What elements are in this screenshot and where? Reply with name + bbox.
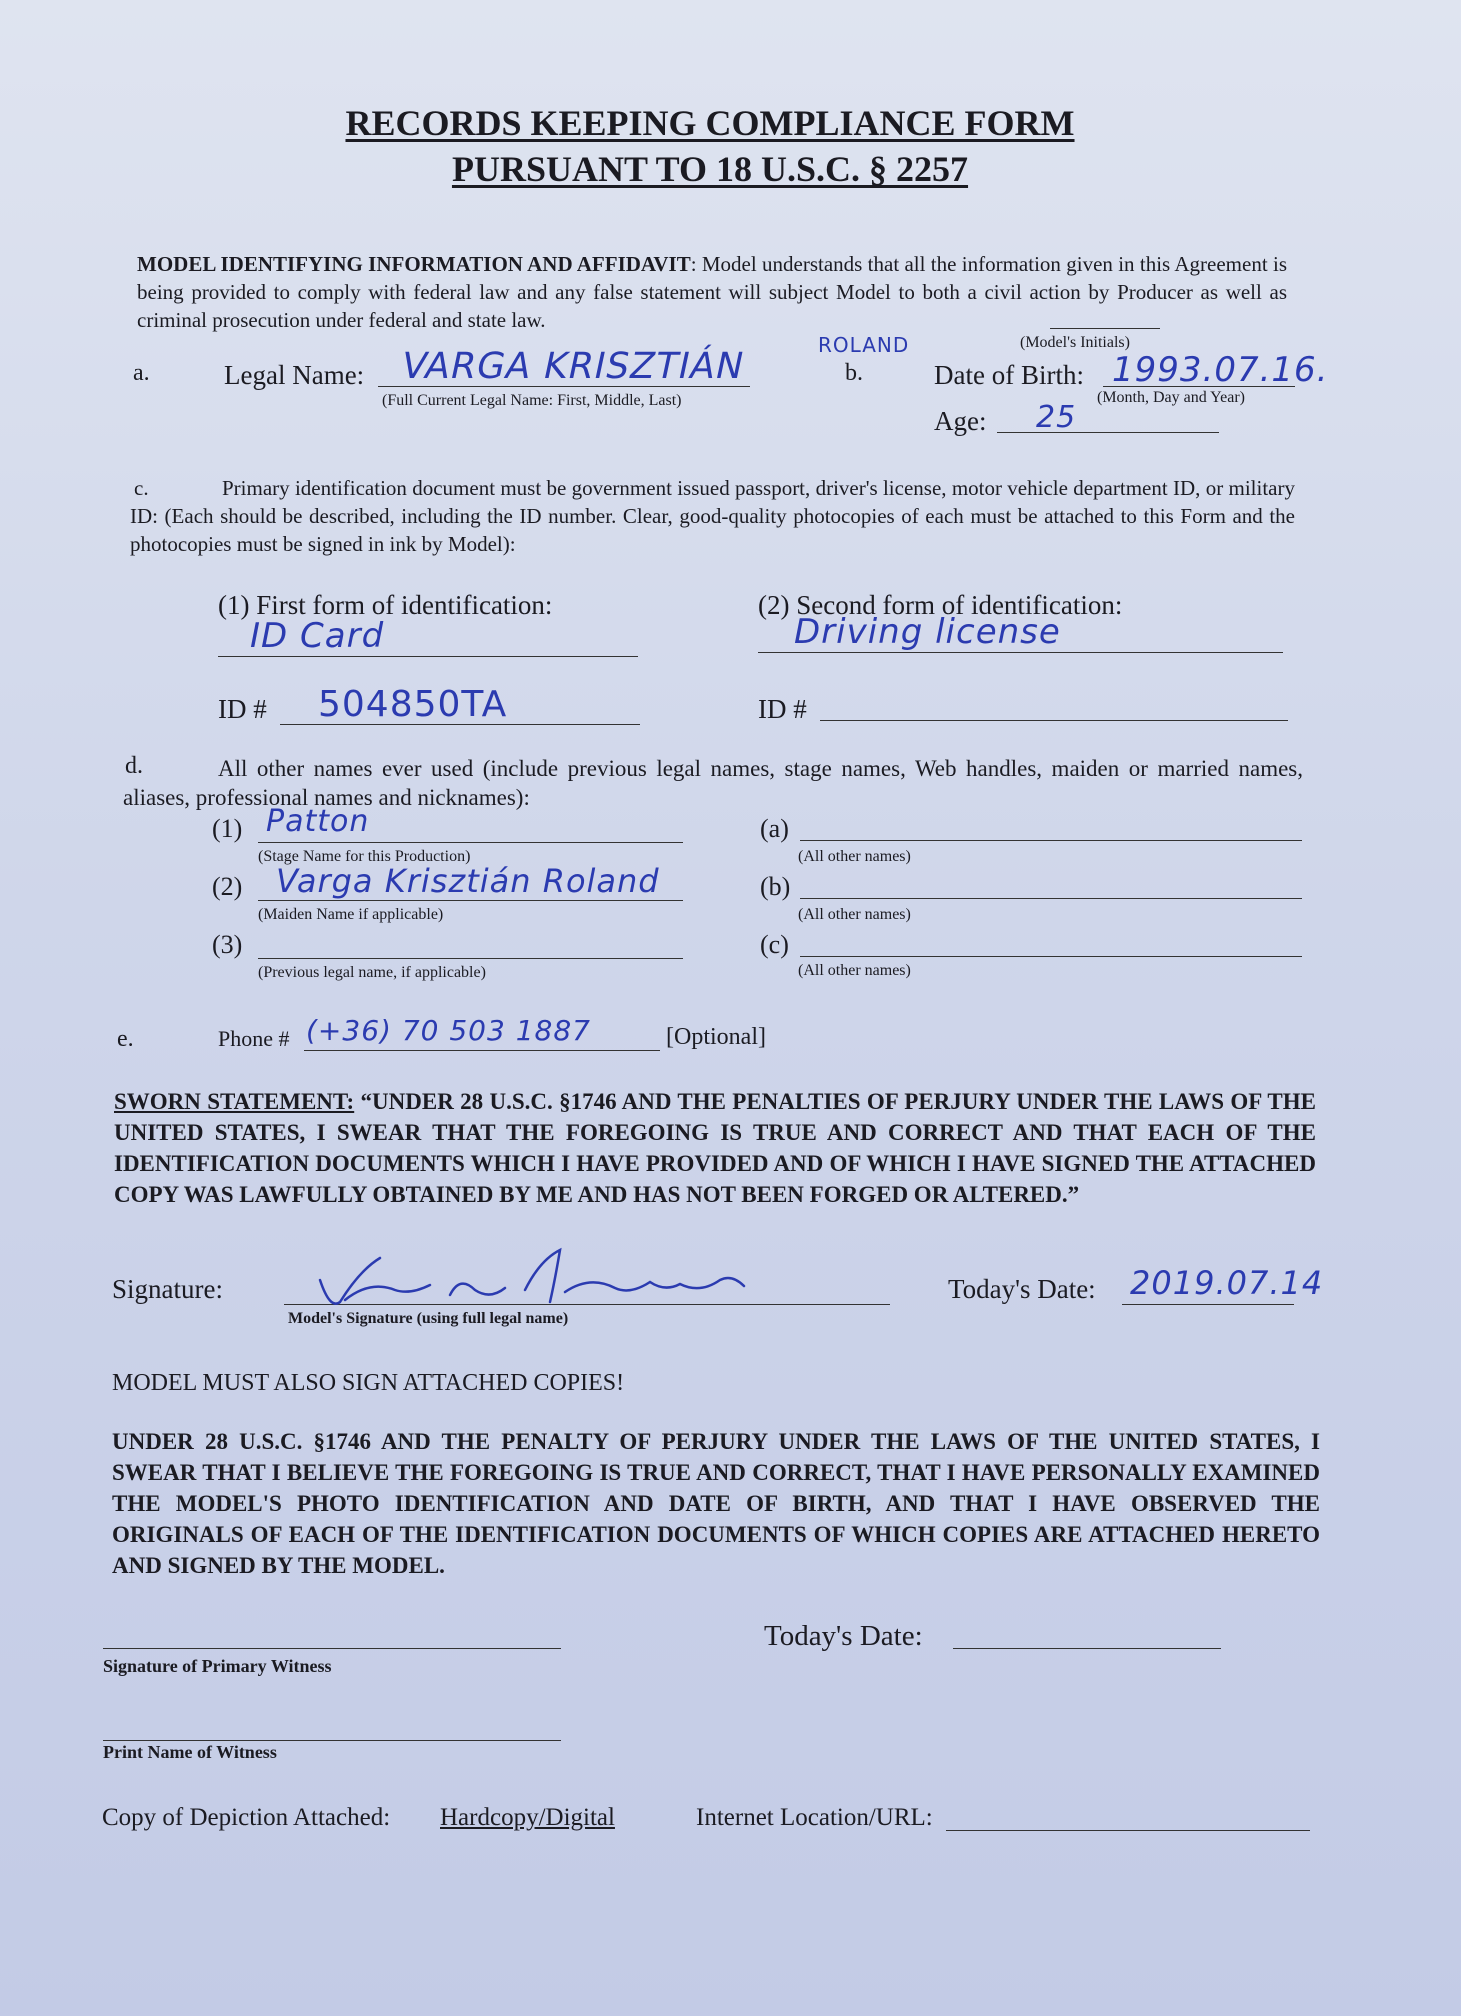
id2-line	[820, 720, 1288, 721]
witness-signature-caption: Signature of Primary Witness	[103, 1656, 332, 1676]
first-id-line	[218, 656, 638, 657]
other-a-line	[800, 840, 1302, 841]
name3-line	[258, 958, 683, 959]
legal-name-caption: (Full Current Legal Name: First, Middle, Last)	[382, 392, 682, 409]
legal-name-label: Legal Name:	[224, 360, 365, 390]
second-id-label: (2) Second form of identification:	[758, 590, 1123, 620]
sworn-text: “UNDER 28 U.S.C. §1746 AND THE PENALTIES OF PERJURY UNDER THE LAWS OF THE UNITED STATES, I SWEAR THAT THE FOREGOING IS TRUE AND CORRECT AND THAT EACH OF THE IDENTIFICATION DOCUMENTS WHICH I HAVE PROVIDED AND OF WHICH I HAVE SIGNED THE ATTACHED COPY WAS LAWFULLY OBTAINED BY ME AND HAS NOT BEEN FORGED OR ALTERED.”	[114, 1089, 1316, 1207]
name3-caption: (Previous legal name, if applicable)	[258, 964, 486, 981]
second-id-value: Driving license	[794, 612, 1061, 652]
name3-label: (3)	[212, 930, 243, 959]
section-c-letter: c.	[134, 476, 149, 500]
copy-depiction-label: Copy of Depiction Attached:	[102, 1804, 391, 1831]
sworn-heading: SWORN STATEMENT:	[114, 1089, 355, 1114]
name2-line	[258, 900, 683, 901]
model-signature	[300, 1240, 760, 1320]
intro-heading: MODEL IDENTIFYING INFORMATION AND AFFIDAVIT	[137, 252, 691, 276]
other-c-line	[800, 956, 1302, 957]
age-label: Age:	[934, 406, 987, 436]
id2-label: ID #	[758, 694, 807, 724]
initials-caption: (Model's Initials)	[1020, 334, 1130, 351]
phone-value: (+36) 70 503 1887	[306, 1014, 591, 1047]
intro-text: : Model understands that all the information given in this Agreement is being provided to comply with federal law and any false statement will subject Model to both a civil action by Producer as well as criminal prosecution under federal and state law.	[137, 252, 1287, 332]
second-id-line	[758, 652, 1283, 653]
url-line	[946, 1830, 1310, 1831]
model-date-line	[1122, 1304, 1294, 1305]
witness-print-line	[103, 1740, 561, 1741]
phone-label: Phone #	[218, 1026, 290, 1051]
phone-line	[304, 1050, 660, 1051]
name2-caption: (Maiden Name if applicable)	[258, 906, 444, 923]
first-id-value: ID Card	[250, 616, 385, 656]
id1-value: 504850TA	[318, 684, 508, 725]
other-b-label: (b)	[760, 872, 791, 901]
section-e-letter: e.	[117, 1026, 134, 1052]
signature-caption: Model's Signature (using full legal name)	[288, 1310, 569, 1327]
witness-date-line	[953, 1648, 1221, 1649]
sworn-statement	[114, 1086, 1316, 1210]
other-a-caption: (All other names)	[798, 848, 911, 865]
witness-signature-line	[103, 1648, 561, 1649]
copy-depiction-value: Hardcopy/Digital	[440, 1804, 615, 1831]
dob-label: Date of Birth:	[934, 360, 1084, 390]
section-d-letter: d.	[125, 753, 143, 779]
form-title-line1: RECORDS KEEPING COMPLIANCE FORM	[345, 103, 1075, 143]
other-c-caption: (All other names)	[798, 962, 911, 979]
other-b-line	[800, 898, 1302, 899]
first-id-label: (1) First form of identification:	[218, 590, 553, 620]
name2-value: Varga Krisztián Roland	[276, 862, 660, 900]
name1-line	[258, 842, 683, 843]
age-value: 25	[1036, 400, 1077, 435]
witness-date-label: Today's Date:	[764, 1620, 923, 1652]
model-date-value: 2019.07.14	[1130, 1264, 1324, 1302]
name1-caption: (Stage Name for this Production)	[258, 848, 471, 865]
age-line	[997, 432, 1219, 433]
url-label: Internet Location/URL:	[696, 1804, 933, 1831]
signature-label: Signature:	[112, 1274, 223, 1304]
must-sign-notice: MODEL MUST ALSO SIGN ATTACHED COPIES!	[112, 1370, 625, 1396]
witness-print-caption: Print Name of Witness	[103, 1742, 277, 1762]
other-c-label: (c)	[760, 930, 789, 959]
phone-optional: [Optional]	[666, 1024, 766, 1050]
other-b-caption: (All other names)	[798, 906, 911, 923]
legal-name-value: VARGA KRISZTIÁN	[397, 346, 749, 387]
name2-label: (2)	[212, 872, 243, 901]
legal-name-extra: ROLAND	[818, 333, 910, 357]
form-title-line2: PURSUANT TO 18 U.S.C. § 2257	[451, 149, 969, 189]
other-a-label: (a)	[760, 814, 789, 843]
intro-paragraph	[137, 250, 1287, 334]
section-b-letter: b.	[845, 360, 863, 386]
model-date-label: Today's Date:	[948, 1274, 1096, 1304]
name1-value: Patton	[266, 804, 370, 839]
id1-label: ID #	[218, 694, 267, 724]
witness-statement: UNDER 28 U.S.C. §1746 AND THE PENALTY OF PERJURY UNDER THE LAWS OF THE UNITED STATES, I SWEAR THAT I BELIEVE THE FOREGOING IS TRUE AND CORRECT, THAT I HAVE PERSONALLY EXAMINED THE MODEL'S PHOTO IDENTIFICATION AND DATE OF BIRTH, AND THAT I HAVE OBSERVED THE ORIGINALS OF EACH OF THE IDENTIFICATION DOCUMENTS OF WHICH COPIES ARE ATTACHED HERETO AND SIGNED BY THE MODEL.	[112, 1429, 1320, 1578]
section-a-letter: a.	[133, 360, 150, 386]
section-d-text: All other names ever used (include previous legal names, stage names, Web handles, maiden or married names, aliases, professional names and nicknames):	[123, 756, 1303, 810]
section-c-text: Primary identification document must be government issued passport, driver's license, motor vehicle department ID, or military ID: (Each should be described, including the ID number. Clear, good-quality photocopies of each must be attached to this Form and the photocopies must be signed in ink by Model):	[130, 476, 1295, 556]
name1-label: (1)	[212, 814, 243, 843]
section-c-paragraph	[130, 474, 1295, 558]
dob-value: 1993.07.16.	[1112, 350, 1329, 390]
initials-line	[1050, 328, 1160, 329]
dob-caption: (Month, Day and Year)	[1097, 389, 1245, 406]
